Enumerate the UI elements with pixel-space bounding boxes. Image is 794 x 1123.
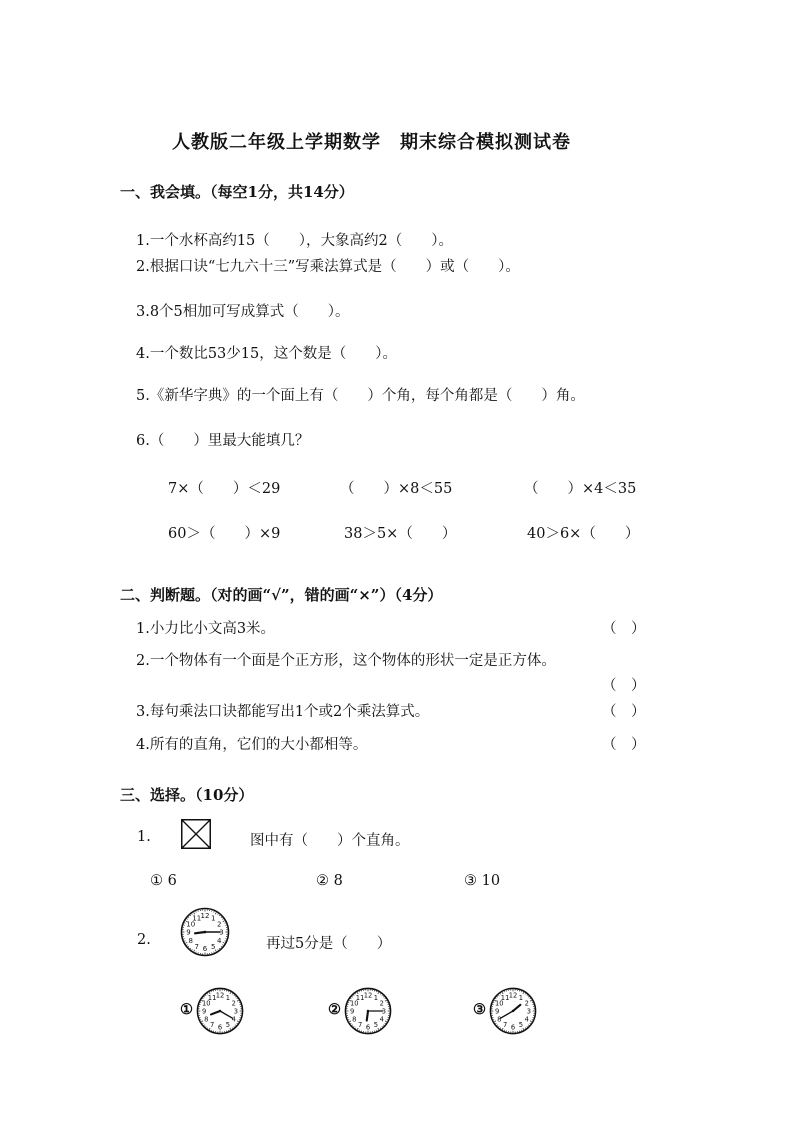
svg-text:5: 5 [373, 1021, 379, 1030]
svg-text:10: 10 [202, 999, 211, 1008]
s3-q1-option-1: ① 6 [150, 873, 177, 889]
svg-text:4: 4 [231, 1015, 236, 1024]
svg-text:11: 11 [355, 993, 365, 1002]
svg-text:7: 7 [209, 1021, 215, 1030]
s3-question-2-number: 2. [137, 932, 151, 948]
svg-text:3: 3 [526, 1007, 531, 1016]
svg-text:12: 12 [508, 991, 518, 1000]
page-title: 人教版二年级上学期数学 期末综合模拟测试卷 [172, 132, 571, 153]
clock-icon [196, 987, 244, 1035]
s3-question-1-text: 图中有（ ）个直角。 [250, 833, 410, 849]
s3-q2-option-1-label: ① [180, 1001, 193, 1018]
svg-text:11: 11 [500, 993, 510, 1002]
svg-text:7: 7 [502, 1021, 508, 1030]
s3-q1-option-3: ③ 10 [464, 873, 501, 889]
answer-parenthesis: （ ） [602, 737, 646, 753]
s1-question-6: 6.（ ）里最大能填几？ [136, 433, 310, 449]
svg-text:3: 3 [219, 928, 224, 937]
s2-question-1: 1.小力比小文高3米。 [136, 621, 276, 637]
s1-question-1: 1.一个水杯高约15（ ），大象高约2（ ）。 [136, 233, 454, 249]
svg-text:12: 12 [200, 912, 210, 921]
svg-text:5: 5 [211, 942, 216, 951]
clock-icon [180, 907, 230, 957]
svg-text:6: 6 [365, 1023, 371, 1032]
s2-question-2: 2.一个物体有一个面是个正方形，这个物体的形状一定是正方体。 [136, 653, 556, 669]
s1-q6-item: 40＞6×（ ） [527, 526, 640, 542]
s3-q2-option-2-label: ② [328, 1001, 341, 1018]
clock-icon [344, 987, 392, 1035]
svg-text:12: 12 [215, 991, 225, 1000]
svg-text:8: 8 [204, 1015, 209, 1024]
s1-q6-item: （ ）×8＜55 [340, 481, 453, 497]
svg-text:1: 1 [373, 993, 379, 1002]
square-with-diagonals-figure [181, 819, 211, 849]
svg-text:5: 5 [518, 1021, 524, 1030]
svg-text:6: 6 [510, 1023, 516, 1032]
svg-text:9: 9 [186, 928, 191, 937]
svg-text:8: 8 [352, 1015, 357, 1024]
section-1-heading: 一、我会填。（每空1分，共14分） [120, 183, 354, 201]
svg-text:7: 7 [357, 1021, 363, 1030]
svg-text:8: 8 [497, 1015, 502, 1024]
svg-text:12: 12 [363, 991, 373, 1000]
svg-text:7: 7 [194, 942, 199, 951]
s3-q2-option-3-label: ③ [473, 1001, 486, 1018]
answer-parenthesis: （ ） [602, 678, 646, 694]
answer-parenthesis: （ ） [602, 704, 646, 720]
svg-text:4: 4 [524, 1015, 529, 1024]
svg-text:11: 11 [192, 914, 202, 923]
s1-q6-item: 60＞（ ）×9 [168, 526, 281, 542]
section-3-heading: 三、选择。（10分） [120, 786, 254, 804]
answer-parenthesis: （ ） [602, 621, 646, 637]
s2-question-4: 4.所有的直角，它们的大小都相等。 [136, 737, 368, 753]
s2-question-3: 3.每句乘法口诀都能写出1个或2个乘法算式。 [136, 704, 430, 720]
svg-text:4: 4 [217, 936, 222, 945]
svg-text:5: 5 [225, 1021, 231, 1030]
svg-text:2: 2 [217, 920, 222, 929]
svg-text:2: 2 [524, 999, 529, 1008]
svg-text:11: 11 [207, 993, 217, 1002]
svg-text:9: 9 [350, 1007, 355, 1016]
svg-text:2: 2 [379, 999, 384, 1008]
s1-q6-item: 38＞5×（ ） [344, 526, 457, 542]
svg-text:1: 1 [518, 993, 524, 1002]
svg-text:8: 8 [188, 936, 193, 945]
s3-q1-option-2: ② 8 [316, 873, 343, 889]
svg-text:3: 3 [233, 1007, 238, 1016]
s1-question-2: 2.根据口诀“七九六十三”写乘法算式是（ ）或（ ）。 [136, 259, 520, 275]
svg-text:1: 1 [211, 914, 216, 923]
section-2-heading: 二、判断题。（对的画“√”，错的画“×”）（4分） [120, 586, 443, 604]
s1-question-3: 3.8个5相加可写成算式（ ）。 [136, 304, 350, 320]
svg-text:6: 6 [202, 945, 208, 954]
svg-text:2: 2 [231, 999, 236, 1008]
clock-icon [489, 987, 537, 1035]
svg-text:6: 6 [217, 1023, 223, 1032]
svg-text:10: 10 [186, 920, 196, 929]
s1-question-4: 4.一个数比53少15，这个数是（ ）。 [136, 346, 397, 362]
svg-text:9: 9 [202, 1007, 207, 1016]
svg-text:10: 10 [350, 999, 359, 1008]
svg-text:10: 10 [495, 999, 504, 1008]
s1-q6-item: 7×（ ）＜29 [168, 481, 281, 497]
s3-question-2-text: 再过5分是（ ） [266, 936, 392, 952]
svg-text:9: 9 [495, 1007, 500, 1016]
svg-text:3: 3 [381, 1007, 386, 1016]
s3-question-1-number: 1. [137, 829, 151, 845]
s1-q6-item: （ ）×4＜35 [524, 481, 637, 497]
s1-question-5: 5.《新华字典》的一个面上有（ ）个角，每个角都是（ ）角。 [136, 388, 585, 404]
svg-text:4: 4 [379, 1015, 384, 1024]
svg-text:1: 1 [225, 993, 231, 1002]
